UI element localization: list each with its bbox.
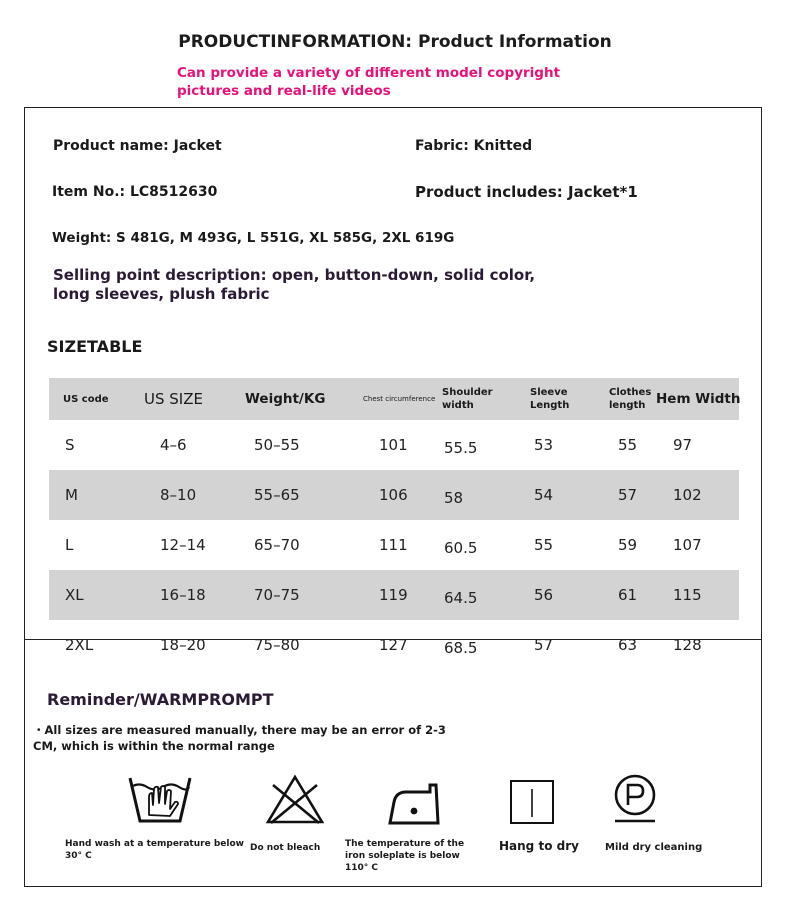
table-cell: 106 <box>362 470 442 520</box>
selling-point: Selling point description: open, button-down, solid color, long sleeves, plush fabric <box>53 266 536 303</box>
table-cell: 59 <box>618 536 638 554</box>
table-cell: 57 <box>534 636 554 654</box>
dry-clean-icon <box>611 773 659 825</box>
care-label-dry-clean: Mild dry cleaning <box>605 842 703 853</box>
col-clothes-length: Clothes length <box>596 378 656 420</box>
product-name: Product name: Jacket <box>53 138 222 154</box>
table-cell: 75–80 <box>254 636 300 654</box>
table-cell: 57 <box>596 470 656 520</box>
table-cell: 119 <box>362 570 442 620</box>
copyright-note: Can provide a variety of different model copyright pictures and real-life videos <box>177 65 561 99</box>
table-cell: 63 <box>618 636 638 654</box>
table-cell: 16–18 <box>129 570 244 620</box>
care-label-hang-dry: Hang to dry <box>499 839 579 853</box>
table-cell: 64.5 <box>442 570 517 620</box>
table-cell: 55.5 <box>444 439 478 457</box>
table-cell: 50–55 <box>254 436 300 454</box>
table-cell: S <box>65 436 75 454</box>
table-cell: 70–75 <box>244 570 362 620</box>
reminder-text: ・All sizes are measured manually, there may be an error of 2-3 CM, which is within the normal range <box>33 723 446 753</box>
table-cell: 68.5 <box>444 639 478 657</box>
col-sleeve: Sleeve Length <box>517 378 596 420</box>
table-cell: 58 <box>442 470 517 520</box>
table-row <box>49 420 739 470</box>
table-cell: L <box>65 536 74 554</box>
col-weight: Weight/KG <box>244 378 362 420</box>
table-cell: 111 <box>379 536 408 554</box>
col-us-size: US SIZE <box>129 378 244 420</box>
page-title: PRODUCTINFORMATION: Product Information <box>178 32 612 52</box>
care-label-no-bleach: Do not bleach <box>250 843 321 853</box>
col-hem-width: Hem Width <box>656 378 739 420</box>
table-cell: 54 <box>517 470 596 520</box>
table-cell: 56 <box>517 570 596 620</box>
fabric: Fabric: Knitted <box>415 138 533 154</box>
table-row <box>49 470 739 520</box>
reminder-title: Reminder/WARMPROMPT <box>47 690 274 709</box>
table-cell: 55 <box>534 536 554 554</box>
table-cell: 61 <box>596 570 656 620</box>
weight-info: Weight: S 481G, M 493G, L 551G, XL 585G, 2XL 619G <box>52 230 455 246</box>
hang-dry-icon <box>509 779 555 825</box>
table-cell: 65–70 <box>254 536 300 554</box>
product-includes: Product includes: Jacket*1 <box>415 183 638 201</box>
table-cell: XL <box>49 570 129 620</box>
table-row <box>49 620 739 670</box>
table-cell: 12–14 <box>160 536 206 554</box>
table-cell: 53 <box>534 436 554 454</box>
size-table-title: SIZETABLE <box>47 337 143 356</box>
table-cell: 8–10 <box>129 470 244 520</box>
table-cell: M <box>49 470 129 520</box>
table-cell: 102 <box>656 470 739 520</box>
table-cell: 128 <box>673 636 702 654</box>
care-label-iron: The temperature of the iron soleplate is below 110° C <box>345 839 465 873</box>
care-label-hand-wash: Hand wash at a temperature below 30° C <box>65 839 244 861</box>
table-cell: 18–20 <box>160 636 206 654</box>
table-cell: 4–6 <box>160 436 187 454</box>
table-cell: 115 <box>656 570 739 620</box>
no-bleach-icon <box>265 773 325 825</box>
table-cell: 55–65 <box>244 470 362 520</box>
table-cell: 60.5 <box>444 539 478 557</box>
table-cell: 97 <box>673 436 693 454</box>
table-cell: 127 <box>379 636 408 654</box>
table-cell: 2XL <box>65 636 94 654</box>
hand-wash-icon <box>127 775 193 825</box>
item-number: Item No.: LC8512630 <box>52 184 218 200</box>
iron-icon <box>386 780 442 826</box>
table-cell: 107 <box>673 536 702 554</box>
col-shoulder: Shoulder width <box>442 378 517 420</box>
table-cell: 101 <box>379 436 408 454</box>
table-header-row <box>49 378 739 420</box>
col-chest: Chest circumference <box>362 378 442 420</box>
size-table <box>49 378 739 670</box>
table-row <box>49 520 739 570</box>
col-us-code: US code <box>49 378 129 420</box>
table-cell: 55 <box>618 436 638 454</box>
table-row <box>49 570 739 620</box>
